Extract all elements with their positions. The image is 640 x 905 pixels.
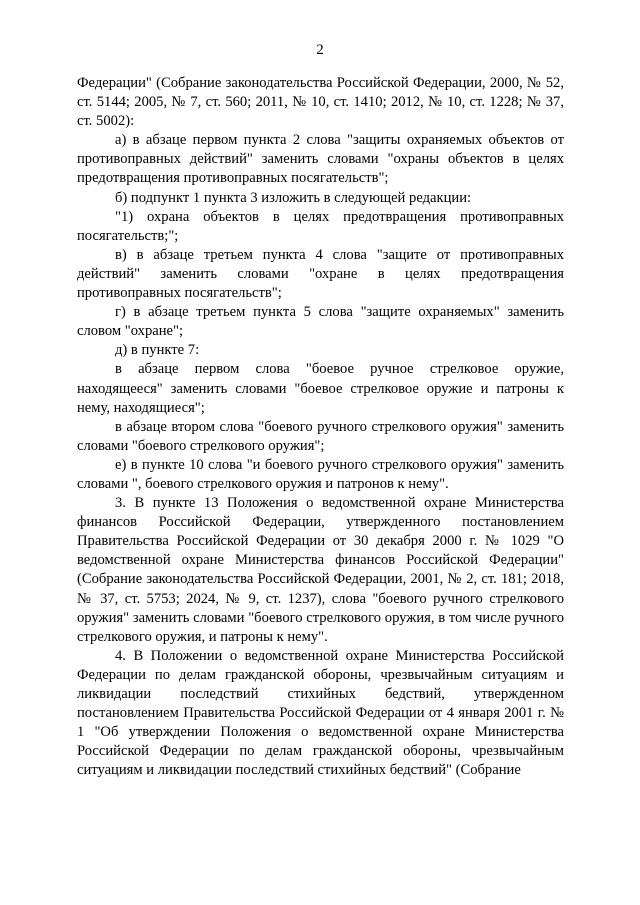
paragraph-section-3: 3. В пункте 13 Положения о ведомственной охране Министерства финансов Российской Федерации, утвержденного постановлением Правительства Российской Федерации от 30 декабря 2000 г. № 1029 "О ведомственной охране Министерства финансов Российской Федерации" (Собрание законодательства Российской Федерации, 2001, № 2, ст. 181; 2018, № 37, ст. 5753; 2024, № 9, ст. 1237), слова "боевого ручного стрелкового оружия" заменить словами "боевого стрелкового оружия, в том числе ручного стрелкового оружия, и патроны к нему". bbox=[77, 495, 564, 645]
page-number: 2 bbox=[316, 42, 324, 58]
paragraph-item-d-second: в абзаце втором слова "боевого ручного стрелкового оружия" заменить словами "боевого стрелкового оружия"; bbox=[77, 418, 564, 454]
paragraph-item-g: г) в абзаце третьем пункта 5 слова "защите охраняемых" заменить словом "охране"; bbox=[77, 304, 564, 340]
paragraph-item-v: в) в абзаце третьем пункта 4 слова "защите от противоправных действий" заменить словами "охране в целях предотвращения противоправных посягательств"; bbox=[77, 246, 564, 302]
document-body bbox=[77, 74, 564, 780]
paragraph-item-e: е) в пункте 10 слова "и боевого ручного стрелкового оружия" заменить словами ", боевого стрелкового оружия и патронов к нему". bbox=[77, 456, 564, 492]
paragraph-item-d-first: в абзаце первом слова "боевое ручное стрелковое оружие, находящееся" заменить словами "боевое стрелковое оружие и патроны к нему, находящиеся"; bbox=[77, 361, 564, 416]
paragraph-continuation: Федерации" (Собрание законодательства Российской Федерации, 2000, № 52, ст. 5144; 2005, № 7, ст. 560; 2011, № 10, ст. 1410; 2012, № 10, ст. 1228; № 37, ст. 5002): bbox=[77, 75, 564, 130]
paragraph-quoted-text: "1) охрана объектов в целях предотвращения противоправных посягательств;"; bbox=[77, 208, 564, 244]
paragraph-item-b: б) подпункт 1 пункта 3 изложить в следующей редакции: bbox=[115, 189, 472, 206]
paragraph-item-a: а) в абзаце первом пункта 2 слова "защиты охраняемых объектов от противоправных действий" заменить словами "охраны объектов в целях предотвращения противоправных посягательств"; bbox=[77, 132, 564, 187]
paragraph-item-d: д) в пункте 7: bbox=[115, 342, 200, 359]
paragraph-section-4: 4. В Положении о ведомственной охране Министерства Российской Федерации по делам гражданской обороны, чрезвычайным ситуациям и ликвидации последствий стихийных бедствий, утвержденном постановлением Правительства Российской Федерации от 4 января 2001 г. № 1 "Об утверждении Положения о ведомственной охране Министерства Российской Федерации по делам гражданской обороны, чрезвычайным ситуациям и ликвидации последствий стихийных бедствий" (Собрание bbox=[77, 647, 564, 779]
